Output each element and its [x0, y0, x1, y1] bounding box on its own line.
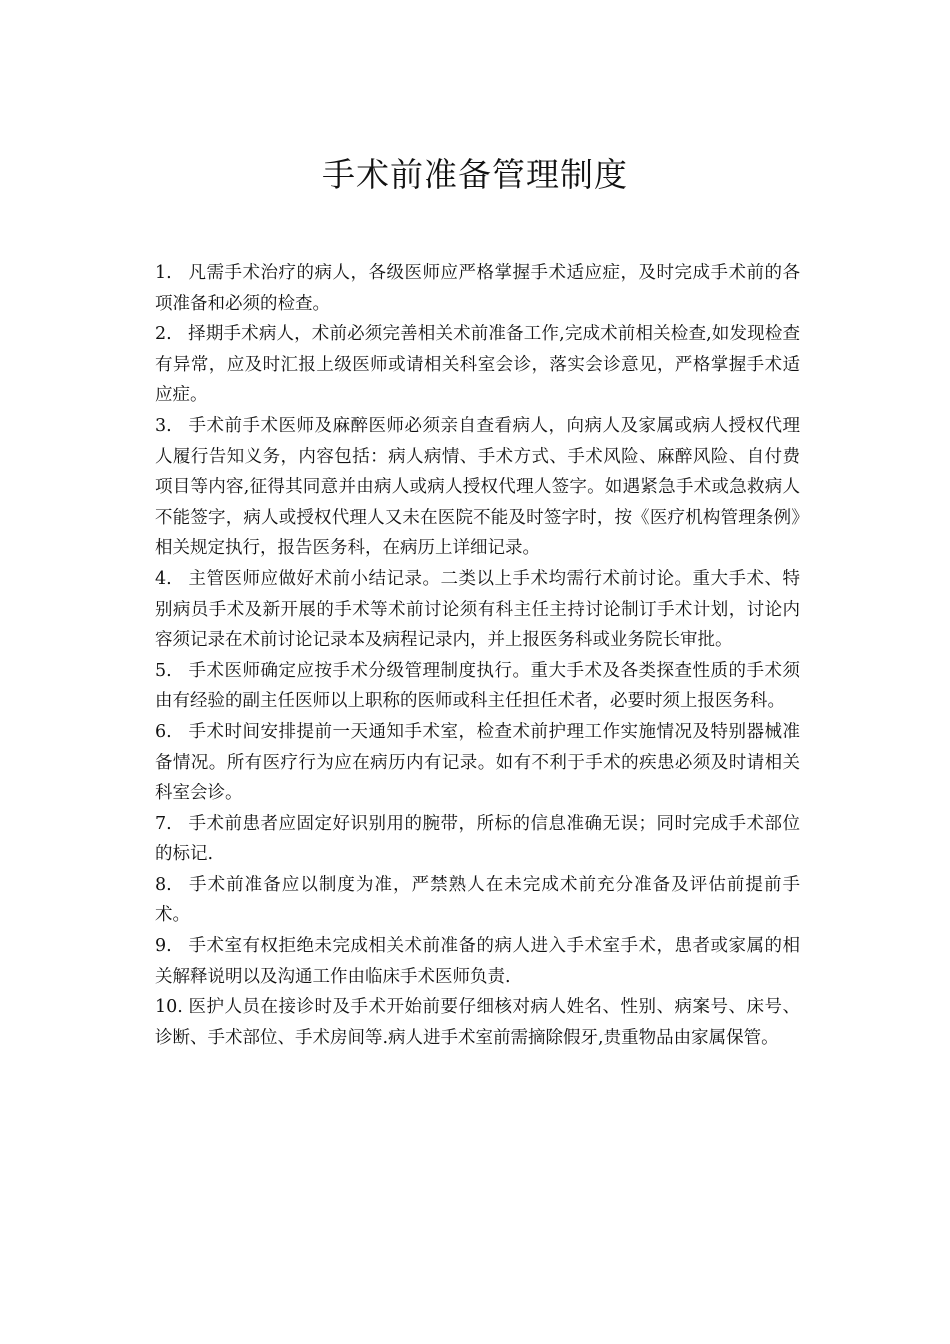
rule-item-4	[155, 564, 800, 656]
rule-number: 6.	[155, 721, 172, 742]
rule-number: 10.	[155, 997, 183, 1018]
rule-number: 7.	[155, 813, 172, 834]
rule-number: 9.	[155, 936, 172, 957]
rule-item-2	[155, 319, 800, 411]
rule-number: 8.	[155, 874, 172, 895]
rule-number: 5.	[155, 660, 172, 681]
rule-item-7	[155, 809, 800, 870]
rule-text: 凡需手术治疗的病人，各级医师应严格掌握手术适应症，及时完成手术前的各项准备和必须的检查。	[155, 263, 800, 314]
rule-number: 2.	[155, 324, 172, 345]
rule-text: 手术前患者应固定好识别用的腕带，所标的信息准确无误；同时完成手术部位的标记.	[155, 813, 800, 865]
rule-number: 3.	[155, 415, 172, 436]
rule-text: 主管医师应做好术前小结记录。二类以上手术均需行术前讨论。重大手术、特别病员手术及新开展的手术等术前讨论须有科主任主持讨论制订手术计划，讨论内容须记录在术前讨论记录本及病程记录内，并上报医务科或业务院长审批。	[155, 568, 800, 651]
rule-item-10	[155, 992, 800, 1053]
rule-item-8	[155, 870, 800, 931]
rule-item-1	[155, 258, 800, 319]
rule-text: 手术前手术医师及麻醉医师必须亲自查看病人，向病人及家属或病人授权代理人履行告知义务，内容包括：病人病情、手术方式、手术风险、麻醉风险、自付费项目等内容,征得其同意并由病人或病人授权代理人签字。如遇紧急手术或急救病人不能签字，病人或授权代理人又未在医院不能及时签字时，按《医疗机构管理条例》相关规定执行，报告医务科，在病历上详细记录。	[155, 415, 800, 559]
rule-text: 手术前准备应以制度为准，严禁熟人在未完成术前充分准备及评估前提前手术。	[155, 874, 800, 926]
rule-text: 择期手术病人，术前必须完善相关术前准备工作,完成术前相关检查,如发现检查有异常，应及时汇报上级医师或请相关科室会诊，落实会诊意见，严格掌握手术适应症。	[155, 324, 800, 406]
rule-text: 手术医师确定应按手术分级管理制度执行。重大手术及各类探查性质的手术须由有经验的副主任医师以上职称的医师或科主任担任术者，必要时须上报医务科。	[155, 660, 800, 712]
rule-number: 4.	[155, 568, 172, 589]
rule-item-5	[155, 656, 800, 717]
rules-list	[155, 258, 800, 1053]
rule-number: 1.	[155, 263, 172, 283]
rule-item-3	[155, 411, 800, 564]
rule-item-9	[155, 931, 800, 992]
document-title: 手术前准备管理制度	[322, 155, 628, 194]
rule-text: 医护人员在接诊时及手术开始前要仔细核对病人姓名、性别、病案号、床号、诊断、手术部位、手术房间等.病人进手术室前需摘除假牙,贵重物品由家属保管。	[155, 997, 800, 1048]
rule-text: 手术时间安排提前一天通知手术室，检查术前护理工作实施情况及特别器械准备情况。所有医疗行为应在病历内有记录。如有不利于手术的疾患必须及时请相关科室会诊。	[155, 721, 800, 804]
rule-item-6	[155, 717, 800, 809]
rule-text: 手术室有权拒绝未完成相关术前准备的病人进入手术室手术，患者或家属的相关解释说明以及沟通工作由临床手术医师负责.	[155, 936, 800, 987]
